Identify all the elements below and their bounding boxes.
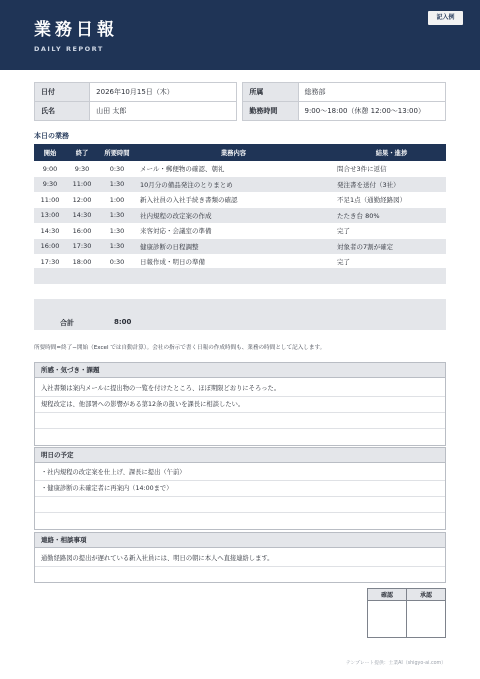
work-section-title: 本日の業務: [34, 132, 69, 140]
table-row: [34, 239, 446, 255]
confirm-stamp-box[interactable]: [368, 601, 407, 638]
start-cell[interactable]: 9:30: [34, 177, 66, 193]
total-row: [34, 314, 446, 330]
duration-cell: 1:30: [109, 226, 125, 235]
department-field[interactable]: 総務部: [298, 83, 446, 102]
task-cell[interactable]: 来客対応・会議室の準備: [140, 227, 212, 236]
duration-note: 所要時間=終了−開始（Excel では自動計算）。会社の指示で書く日報の作成時間も、業務の時間として記入します。: [34, 345, 326, 351]
start-cell[interactable]: 16:00: [34, 239, 66, 255]
start-cell[interactable]: 11:00: [40, 195, 60, 204]
confirm-stamp-label: 確認: [368, 589, 407, 601]
column-header-end: 終了: [66, 144, 98, 161]
task-cell[interactable]: 10月分の備品発注のとりまとめ: [136, 177, 331, 193]
duration-cell: 1:30: [98, 177, 136, 193]
duration-cell: 1:00: [109, 195, 125, 204]
table-row: [34, 161, 446, 177]
start-cell[interactable]: 14:30: [40, 226, 60, 235]
work-hours-label: 勤務時間: [243, 102, 298, 121]
end-cell[interactable]: 18:00: [72, 257, 92, 266]
reflection-field[interactable]: [35, 378, 445, 445]
example-badge: 記入例: [428, 11, 463, 25]
start-cell[interactable]: 17:30: [40, 257, 60, 266]
duration-cell: 1:30: [98, 208, 136, 224]
approval-stamp-table: [367, 588, 446, 638]
report-header: [0, 0, 480, 70]
column-header-task: 業務内容: [136, 144, 331, 161]
work-table: [34, 144, 446, 270]
report-subtitle: DAILY REPORT: [34, 45, 104, 53]
plan-title: 明日の予定: [35, 448, 445, 463]
empty-row[interactable]: [34, 299, 446, 315]
end-cell[interactable]: 11:00: [66, 177, 98, 193]
work-hours-field[interactable]: 9:00〜18:00（休憩 12:00〜13:00）: [298, 102, 446, 121]
table-row: [34, 177, 446, 193]
reflection-box: [34, 362, 446, 446]
department-label: 所属: [243, 83, 298, 102]
result-cell[interactable]: 問合せ3件に返信: [337, 165, 387, 174]
end-cell[interactable]: 17:30: [66, 239, 98, 255]
plan-box: [34, 447, 446, 530]
info-table: [34, 82, 446, 121]
start-cell[interactable]: 13:00: [34, 208, 66, 224]
plan-line: ・社内規程の改定案を仕上げ、課長に提出（午前）: [35, 465, 445, 481]
contact-field[interactable]: [35, 548, 445, 582]
result-cell[interactable]: たたき台 80%: [331, 208, 446, 224]
reflection-title: 所感・気づき・課題: [35, 363, 445, 378]
task-cell[interactable]: 日報作成・明日の準備: [140, 258, 205, 267]
table-row: [34, 192, 446, 208]
task-cell[interactable]: 新入社員の入社手続き書類の確認: [140, 196, 238, 205]
task-cell[interactable]: メール・郵便物の確認、朝礼: [140, 165, 225, 174]
total-value: 8:00: [114, 318, 132, 326]
task-cell[interactable]: 社内規程の改定案の作成: [136, 208, 331, 224]
column-header-result: 結果・進捗: [331, 144, 446, 161]
date-label: 日付: [35, 83, 90, 102]
result-cell[interactable]: 不足1点（通勤経路図）: [337, 196, 407, 205]
table-row: [34, 223, 446, 239]
plan-field[interactable]: [35, 463, 445, 529]
end-cell[interactable]: 16:00: [72, 226, 92, 235]
duration-cell: 1:30: [98, 239, 136, 255]
reflection-line: 規程改定は、他部署への影響がある第12条の扱いを課長に相談したい。: [35, 397, 445, 413]
column-header-start: 開始: [34, 144, 66, 161]
result-cell[interactable]: 発注書を送付（3社）: [331, 177, 446, 193]
empty-row[interactable]: [34, 268, 446, 284]
template-credit: テンプレート提供：士業AI（shigyo-ai.com）: [345, 661, 446, 666]
result-cell[interactable]: 対象者の7割が確定: [331, 239, 446, 255]
task-cell[interactable]: 健康診断の日程調整: [136, 239, 331, 255]
duration-cell: 0:30: [109, 257, 125, 266]
end-cell[interactable]: 14:30: [66, 208, 98, 224]
empty-rows: [34, 268, 446, 315]
end-cell[interactable]: 12:00: [72, 195, 92, 204]
name-field[interactable]: 山田 太郎: [90, 102, 237, 121]
reflection-line: 入社書類は案内メールに提出物の一覧を付けたところ、ほぼ期限どおりにそろった。: [35, 381, 445, 397]
empty-row[interactable]: [34, 284, 446, 300]
contact-box: [34, 532, 446, 583]
end-cell[interactable]: 9:30: [74, 164, 90, 173]
date-field[interactable]: 2026年10月15日（木）: [90, 83, 237, 102]
duration-cell: 0:30: [109, 164, 125, 173]
total-label: 合計: [60, 319, 74, 327]
start-cell[interactable]: 9:00: [42, 164, 58, 173]
approve-stamp-label: 承認: [407, 589, 446, 601]
contact-title: 連絡・相談事項: [35, 533, 445, 548]
contact-line: 通勤経路図の提出が遅れている新入社員には、明日の朝に本人へ直接連絡します。: [35, 550, 445, 567]
plan-line: ・健康診断の未確定者に再案内（14:00まで）: [35, 481, 445, 497]
result-cell[interactable]: 完了: [337, 227, 350, 236]
column-header-duration: 所要時間: [98, 144, 136, 161]
result-cell[interactable]: 完了: [337, 258, 350, 267]
approve-stamp-box[interactable]: [407, 601, 446, 638]
report-title: 業務日報: [34, 20, 118, 40]
name-label: 氏名: [35, 102, 90, 121]
table-row: [34, 208, 446, 224]
